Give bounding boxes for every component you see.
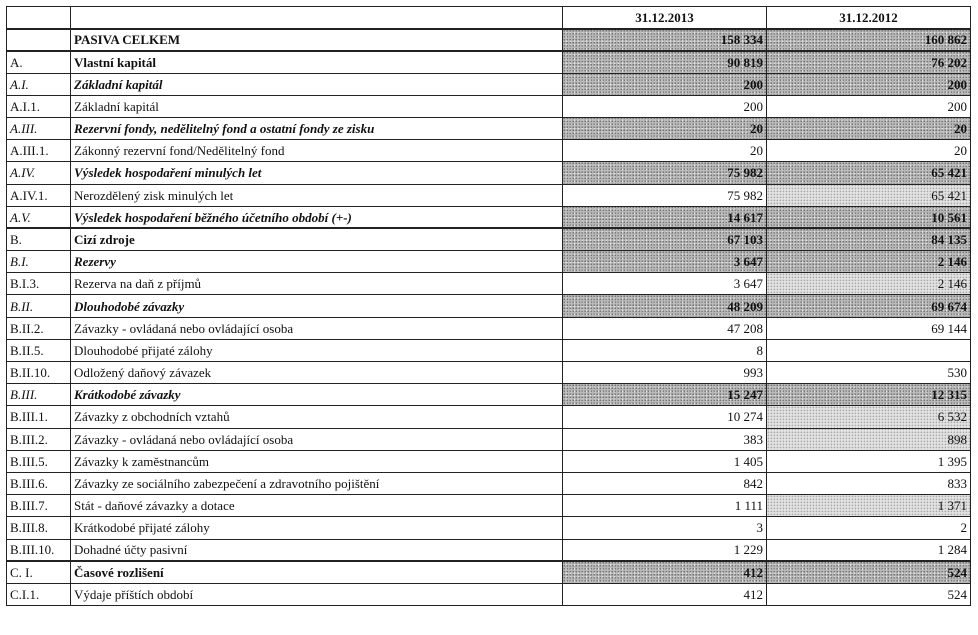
row-value-2013: 1 111: [563, 495, 767, 517]
table-body: [7, 7, 971, 606]
row-value-2013: 75 982: [563, 184, 767, 206]
row-code: A.III.1.: [7, 140, 71, 162]
row-value-2012: 65 421: [767, 184, 971, 206]
row-name: Závazky k zaměstnancům: [71, 450, 563, 472]
row-code: A.: [7, 51, 71, 73]
table-row: [7, 228, 971, 250]
row-value-2013: 20: [563, 117, 767, 139]
row-value-2013: 20: [563, 140, 767, 162]
row-code: C. I.: [7, 561, 71, 583]
row-code: B.: [7, 228, 71, 250]
row-value-2013: 412: [563, 561, 767, 583]
row-name: Stát - daňové závazky a dotace: [71, 495, 563, 517]
row-value-2012: 76 202: [767, 51, 971, 73]
row-value-2012: 1 284: [767, 539, 971, 561]
balance-sheet-table: [6, 6, 971, 606]
table-row: [7, 140, 971, 162]
row-code: C.I.1.: [7, 583, 71, 605]
row-name: Nerozdělený zisk minulých let: [71, 184, 563, 206]
row-value-2012: 1 371: [767, 495, 971, 517]
header-2013: 31.12.2013: [563, 7, 767, 29]
row-value-2012: 69 144: [767, 317, 971, 339]
row-name: Rezervní fondy, nedělitelný fond a ostatní fondy ze zisku: [71, 117, 563, 139]
row-value-2012: 2 146: [767, 251, 971, 273]
table-row: [7, 561, 971, 583]
row-name: Základní kapitál: [71, 73, 563, 95]
row-value-2013: 75 982: [563, 162, 767, 184]
table-row: [7, 428, 971, 450]
row-code: A.IV.: [7, 162, 71, 184]
row-value-2012: 20: [767, 117, 971, 139]
row-value-2012: 524: [767, 583, 971, 605]
row-name: Odložený daňový závazek: [71, 362, 563, 384]
row-name: Základní kapitál: [71, 95, 563, 117]
row-code: B.III.8.: [7, 517, 71, 539]
row-code: A.I.: [7, 73, 71, 95]
row-name: Cizí zdroje: [71, 228, 563, 250]
table-row: [7, 251, 971, 273]
row-value-2012: 69 674: [767, 295, 971, 317]
row-value-2012: 160 862: [767, 29, 971, 51]
row-value-2013: 10 274: [563, 406, 767, 428]
table-row: [7, 450, 971, 472]
table-row: [7, 184, 971, 206]
row-name: Rezervy: [71, 251, 563, 273]
row-code: A.IV.1.: [7, 184, 71, 206]
row-value-2013: 1 405: [563, 450, 767, 472]
row-code: A.I.1.: [7, 95, 71, 117]
table-row: [7, 539, 971, 561]
header-row: [7, 7, 971, 29]
row-name: Zákonný rezervní fond/Nedělitelný fond: [71, 140, 563, 162]
table-row: [7, 339, 971, 361]
row-name: Krátkodobé závazky: [71, 384, 563, 406]
table-row: [7, 495, 971, 517]
row-code: B.III.7.: [7, 495, 71, 517]
row-code: B.I.: [7, 251, 71, 273]
row-name: Časové rozlišení: [71, 561, 563, 583]
row-value-2012: 84 135: [767, 228, 971, 250]
row-value-2012: 2 146: [767, 273, 971, 295]
table-row: [7, 95, 971, 117]
row-value-2012: 530: [767, 362, 971, 384]
row-code: B.III.10.: [7, 539, 71, 561]
row-code: B.III.2.: [7, 428, 71, 450]
table-row: [7, 117, 971, 139]
row-name: PASIVA CELKEM: [71, 29, 563, 51]
table-row: [7, 51, 971, 73]
table-row: [7, 206, 971, 228]
table-row: [7, 273, 971, 295]
row-value-2012: 10 561: [767, 206, 971, 228]
row-value-2013: 3: [563, 517, 767, 539]
table-row: [7, 406, 971, 428]
row-value-2013: 1 229: [563, 539, 767, 561]
row-value-2013: 67 103: [563, 228, 767, 250]
row-value-2013: 158 334: [563, 29, 767, 51]
row-name: Výsledek hospodaření minulých let: [71, 162, 563, 184]
row-value-2012: 1 395: [767, 450, 971, 472]
header-blank-code: [7, 7, 71, 29]
row-name: Dohadné účty pasivní: [71, 539, 563, 561]
row-value-2013: 90 819: [563, 51, 767, 73]
row-value-2012: 6 532: [767, 406, 971, 428]
row-value-2013: 48 209: [563, 295, 767, 317]
table-row: [7, 73, 971, 95]
row-value-2012: 65 421: [767, 162, 971, 184]
row-name: Závazky z obchodních vztahů: [71, 406, 563, 428]
row-code: B.III.6.: [7, 472, 71, 494]
row-name: Výsledek hospodaření běžného účetního období (+-): [71, 206, 563, 228]
row-value-2012: 20: [767, 140, 971, 162]
table-row: [7, 384, 971, 406]
row-value-2013: 842: [563, 472, 767, 494]
table-row: [7, 517, 971, 539]
row-value-2012: 898: [767, 428, 971, 450]
header-2012: 31.12.2012: [767, 7, 971, 29]
row-value-2013: 3 647: [563, 251, 767, 273]
table-row: [7, 472, 971, 494]
row-value-2012: 524: [767, 561, 971, 583]
row-value-2013: 14 617: [563, 206, 767, 228]
table-row: [7, 583, 971, 605]
row-name: Výdaje příštích období: [71, 583, 563, 605]
table-row: [7, 317, 971, 339]
table-row: [7, 162, 971, 184]
row-code: B.II.: [7, 295, 71, 317]
row-value-2012: 2: [767, 517, 971, 539]
row-code: B.II.2.: [7, 317, 71, 339]
row-value-2013: 383: [563, 428, 767, 450]
row-code: B.II.10.: [7, 362, 71, 384]
row-value-2012: 12 315: [767, 384, 971, 406]
row-value-2012: [767, 339, 971, 361]
row-name: Závazky - ovládaná nebo ovládající osoba: [71, 428, 563, 450]
row-value-2012: 833: [767, 472, 971, 494]
row-value-2013: 47 208: [563, 317, 767, 339]
row-value-2012: 200: [767, 73, 971, 95]
table-row: [7, 362, 971, 384]
row-name: Dlouhodobé přijaté zálohy: [71, 339, 563, 361]
row-value-2013: 200: [563, 95, 767, 117]
row-name: Závazky ze sociálního zabezpečení a zdravotního pojištění: [71, 472, 563, 494]
row-code: B.III.: [7, 384, 71, 406]
row-name: Vlastní kapitál: [71, 51, 563, 73]
row-code: A.V.: [7, 206, 71, 228]
row-value-2013: 412: [563, 583, 767, 605]
row-name: Krátkodobé přijaté zálohy: [71, 517, 563, 539]
row-name: Dlouhodobé závazky: [71, 295, 563, 317]
row-value-2013: 993: [563, 362, 767, 384]
row-code: B.III.5.: [7, 450, 71, 472]
row-code: B.I.3.: [7, 273, 71, 295]
row-name: Rezerva na daň z příjmů: [71, 273, 563, 295]
table-row: [7, 295, 971, 317]
row-code: A.III.: [7, 117, 71, 139]
row-value-2013: 3 647: [563, 273, 767, 295]
row-code: B.II.5.: [7, 339, 71, 361]
row-value-2013: 8: [563, 339, 767, 361]
row-value-2013: 200: [563, 73, 767, 95]
row-code: [7, 29, 71, 51]
row-value-2013: 15 247: [563, 384, 767, 406]
table-row: [7, 29, 971, 51]
row-code: B.III.1.: [7, 406, 71, 428]
row-value-2012: 200: [767, 95, 971, 117]
row-name: Závazky - ovládaná nebo ovládající osoba: [71, 317, 563, 339]
header-blank-name: [71, 7, 563, 29]
